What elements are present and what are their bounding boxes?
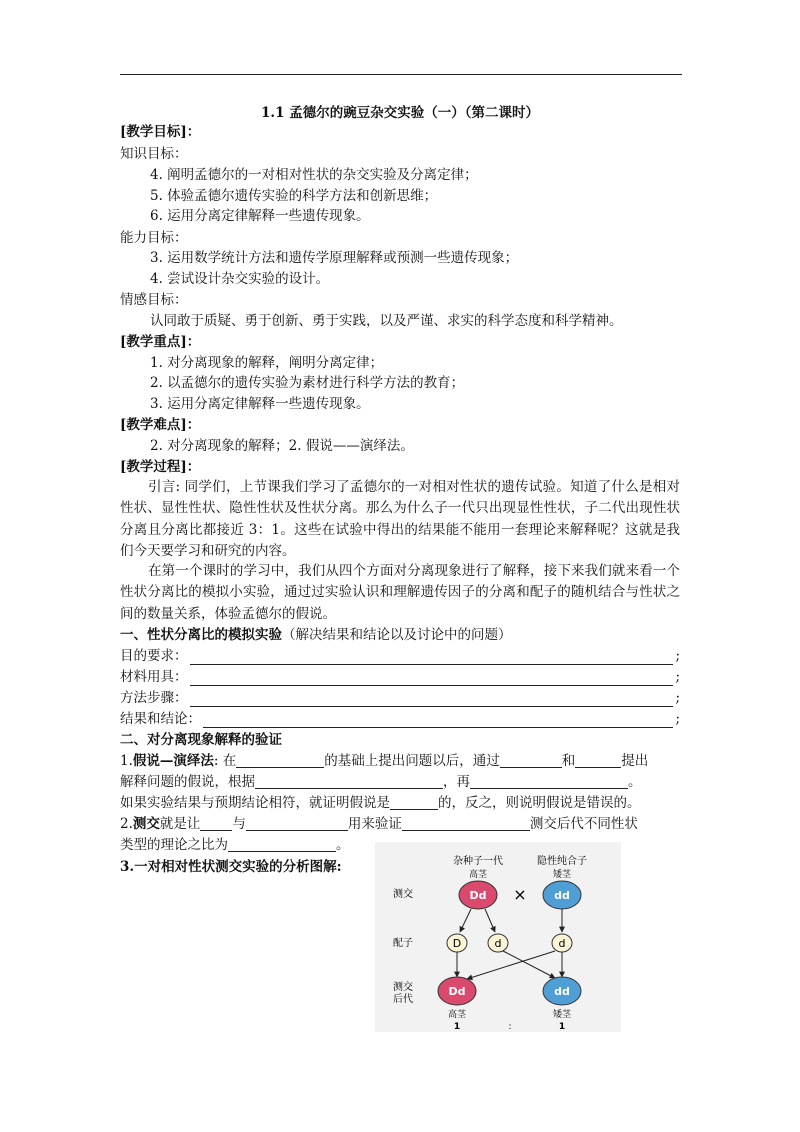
term-testcross: 测交: [132, 816, 160, 832]
testcross-diagram: [375, 842, 621, 1032]
term-hypothesis-deduction: 假说—演绎法: [132, 753, 214, 769]
key-points-heading: [教学重点]：: [120, 334, 201, 350]
gamete-D-label: D: [452, 937, 462, 950]
cross-symbol: ×: [513, 885, 527, 904]
parent-hybrid-genotype: Dd: [469, 889, 487, 902]
knowledge-item: 4. 阐明孟德尔的一对相对性状的杂交实验及分离定律；: [150, 167, 478, 183]
difficulties-text: 2. 对分离现象的解释；2. 假说——演绎法。: [150, 438, 414, 454]
ratio-separator: :: [508, 1022, 512, 1032]
fill-row-steps: [120, 689, 680, 707]
parent-tall-label: 高茎: [468, 870, 488, 880]
text-fragment: 。: [336, 837, 350, 853]
intro-paragraph: 引言: 同学们，上节课我们学习了孟德尔的一对相对性状的遗传试验。知道了什么是相对性状、显性性状、隐性性状及性状分离。那么为什么子一代只出现显性性状，子二代出现性状分离且分离比都接近 3：1。这些在试验中得出的结果能不能用一套理论来解释呢？这就是我们今天要学习和研究的内容。: [120, 479, 680, 559]
fill-row-purpose: [120, 647, 680, 665]
knowledge-item: 6. 运用分离定律解释一些遗传现象。: [150, 208, 370, 224]
knowledge-item: 5. 体验孟德尔遗传实验的科学方法和创新思维；: [150, 188, 438, 204]
gamete-d1-label: d: [494, 937, 502, 950]
fill-row-results: [120, 710, 680, 728]
end-mark: ;: [675, 711, 680, 727]
row-offspring-label-1: 测交: [393, 982, 413, 993]
testcross-line-2: [120, 836, 350, 854]
text-fragment: 提出: [621, 753, 649, 769]
diagram-caption: 3.一对相对性状测交实验的分析图解:: [120, 859, 342, 875]
blank-line[interactable]: [190, 692, 674, 707]
blank-line[interactable]: [228, 837, 336, 852]
section2-heading: 二、对分离现象解释的验证: [120, 732, 282, 748]
hypothesis-line-2: [120, 773, 642, 791]
ability-label: 能力目标：: [120, 230, 188, 246]
offspring-Dd-genotype: Dd: [448, 985, 466, 998]
text-fragment: 。: [628, 774, 642, 790]
key-point-item: 2. 以孟德尔的遗传实验为素材进行科学方法的教育；: [150, 375, 465, 391]
end-mark: ;: [675, 669, 680, 685]
text-fragment: 和: [561, 753, 576, 769]
text-fragment: 测交后代不同性状: [529, 816, 638, 832]
emotion-label: 情感目标：: [120, 292, 188, 308]
section1-note: （解决结果和结论以及讨论中的问题）: [282, 627, 512, 643]
text-fragment: 的基础上提出问题以后，通过: [324, 753, 500, 769]
blank-line[interactable]: [203, 713, 673, 728]
process-paragraph: 在第一个课时的学习中，我们从四个方面对分离现象进行了解释，接下来我们就来看一个性状分离比的模拟小实验，通过过实验认识和理解遗传因子的分离和配子的随机结合与性状之间的数量关系，体验孟德尔的假说。: [120, 563, 680, 622]
text-fragment: 如果实验结果与预期结论相符，就证明假说是: [120, 795, 390, 811]
blank-line[interactable]: [190, 671, 674, 686]
row-offspring-label-2: 后代: [393, 994, 413, 1005]
text-fragment: 解释问题的假说，根据: [120, 774, 255, 790]
page-title: 1.1 孟德尔的豌豆杂交实验（一）（第二课时）: [261, 105, 539, 121]
ability-item: 3. 运用数学统计方法和遗传学原理解释或预测一些遗传现象；: [150, 250, 519, 266]
blank-line[interactable]: [575, 753, 621, 768]
emotion-text: 认同敢于质疑、勇于创新、勇于实践，以及严谨、求实的科学态度和科学精神。: [150, 313, 623, 329]
blank-line[interactable]: [402, 816, 530, 831]
key-point-item: 3. 运用分离定律解释一些遗传现象。: [150, 396, 370, 412]
text-fragment: 类型的理论之比为: [120, 837, 228, 853]
field-label: 方法步骤：: [120, 690, 188, 706]
parent-recessive-genotype: dd: [554, 889, 570, 902]
blank-line[interactable]: [470, 774, 628, 789]
hypothesis-line-1: [120, 752, 648, 770]
item-number: 1.: [120, 753, 133, 769]
parent-short-label: 矮茎: [552, 870, 572, 880]
testcross-line-1: [120, 815, 638, 833]
row-testcross-label: 测交: [393, 889, 413, 900]
text-fragment: 用来验证: [347, 816, 402, 832]
text-fragment: 就是让: [159, 816, 201, 832]
blank-line[interactable]: [255, 774, 443, 789]
col-hybrid-label: 杂种子一代: [453, 856, 503, 867]
item-number: 2.: [120, 816, 133, 832]
goals-heading: [教学目标]：: [120, 124, 201, 140]
blank-line[interactable]: [390, 795, 438, 810]
knowledge-label: 知识目标：: [120, 146, 188, 162]
text-fragment: : 在: [213, 753, 237, 769]
blank-line[interactable]: [236, 753, 324, 768]
fill-row-materials: [120, 668, 680, 686]
ratio-right: 1: [558, 1022, 566, 1032]
end-mark: ;: [675, 648, 680, 664]
col-recessive-label: 隐性纯合子: [537, 856, 587, 867]
text-fragment: 与: [232, 816, 246, 832]
blank-line[interactable]: [190, 650, 674, 665]
ability-item: 4. 尝试设计杂交实验的设计。: [150, 271, 330, 287]
ratio-left: 1: [453, 1022, 461, 1032]
offspring-dd-genotype: dd: [554, 985, 570, 998]
section1-heading-row: [120, 626, 512, 644]
header-rule: [120, 74, 682, 75]
blank-line[interactable]: [500, 753, 562, 768]
text-fragment: ，再: [443, 774, 470, 790]
field-label: 目的要求：: [120, 648, 188, 664]
field-label: 结果和结论：: [120, 711, 201, 727]
row-gamete-label: 配子: [393, 938, 413, 949]
hypothesis-line-3: [120, 794, 641, 812]
offspring-tall-label: 高茎: [447, 1010, 467, 1020]
blank-line[interactable]: [246, 816, 348, 831]
section1-heading: 一、性状分离比的模拟实验: [120, 627, 282, 643]
key-point-item: 1. 对分离现象的解释，阐明分离定律；: [150, 355, 384, 371]
end-mark: ;: [675, 690, 680, 706]
gamete-d2-label: d: [558, 937, 566, 950]
text-fragment: 的，反之，则说明假说是错误的。: [438, 795, 641, 811]
offspring-short-label: 矮茎: [552, 1010, 572, 1020]
process-heading: [教学过程]：: [120, 459, 201, 475]
field-label: 材料用具：: [120, 669, 188, 685]
blank-line[interactable]: [200, 816, 232, 831]
difficulties-heading: [教学难点]：: [120, 417, 201, 433]
